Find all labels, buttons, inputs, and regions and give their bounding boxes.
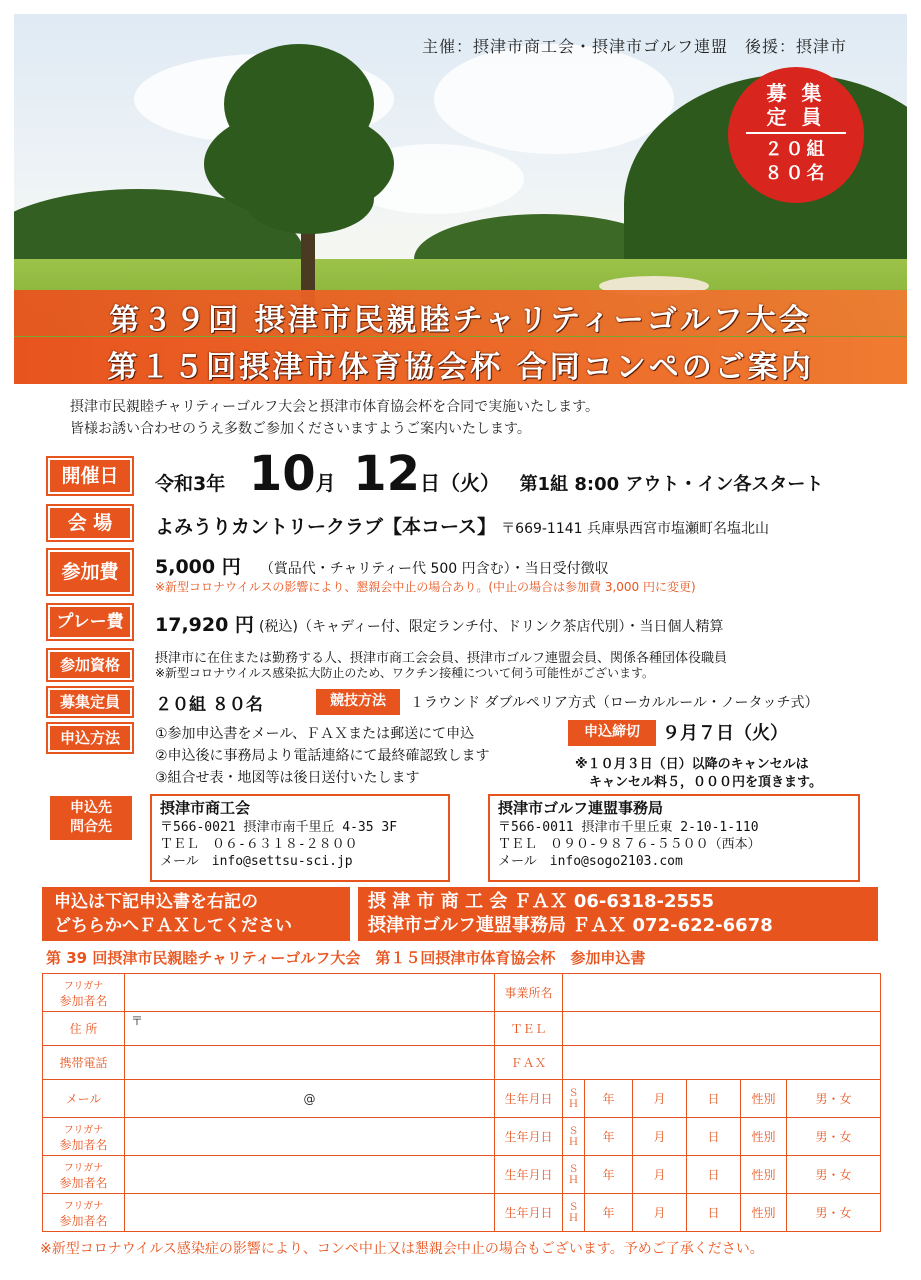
method-label: 競技方法 <box>316 689 400 715</box>
era-select[interactable]: Ｓ Ｈ <box>563 1194 585 1232</box>
sex-label: 性別 <box>741 1118 787 1156</box>
fax-label: ＦＡＸ <box>495 1046 563 1080</box>
contact-label-line: 申込先 <box>70 800 112 816</box>
apply-step: ②申込後に事務局より電話連絡にて最終確認致します <box>155 748 490 764</box>
contact-mail: メール info@sogo2103.com <box>498 854 683 869</box>
deadline-label: 申込締切 <box>568 720 656 746</box>
apply-step: ①参加申込書をメール、ＦＡＸまたは郵送にて申込 <box>155 726 475 742</box>
recruit-badge <box>728 67 864 203</box>
sex-select[interactable]: 男・女 <box>787 1118 881 1156</box>
birthday-label: 生年月日 <box>495 1118 563 1156</box>
badge-bottom-2: ８０名 <box>764 163 828 184</box>
application-form <box>42 973 881 1232</box>
birthday-label: 生年月日 <box>495 1080 563 1118</box>
fee-row <box>155 552 609 579</box>
fax-instruction-line: 申込は下記申込書を右記の <box>54 892 258 912</box>
intro-line: 摂津市民親睦チャリティーゴルフ大会と摂津市体育協会杯を合同で実施いたします。 <box>70 399 600 415</box>
cancel-note <box>575 756 822 792</box>
cancel-note-line: キャンセル料５，０００円を頂きます。 <box>589 775 822 790</box>
address-label: 住 所 <box>43 1012 125 1046</box>
fee-detail: （賞品代・チャリティー代 500 円含む）・当日受付徴収 <box>259 561 609 577</box>
page-title-line1: 第３９回 摂津市民親睦チャリティーゴルフ大会 <box>109 303 812 338</box>
month-label: 月 <box>633 1156 687 1194</box>
year-label: 年 <box>585 1080 633 1118</box>
tel-label: ＴＥＬ <box>495 1012 563 1046</box>
play-fee-detail: (税込)（キャディー付、限定ランチ付、ドリンク茶店代別）・当日個人精算 <box>259 619 724 635</box>
participant-label: フリガナ 参加者名 <box>43 1118 125 1156</box>
fee-note: ※新型コロナウイルスの影響により、懇親会中止の場合あり。(中止の場合は参加費 3,000 円に変更) <box>155 580 696 594</box>
participant-name-field[interactable] <box>125 1156 495 1194</box>
sex-label: 性別 <box>741 1080 787 1118</box>
sponsor-text: 主催：摂津市商工会・摂津市ゴルフ連盟 後援：摂津市 <box>421 37 847 56</box>
birthday-label: 生年月日 <box>495 1194 563 1232</box>
company-field[interactable] <box>563 974 881 1012</box>
play-fee-row <box>155 610 724 637</box>
tel-field[interactable] <box>563 1012 881 1046</box>
sex-label: 性別 <box>741 1194 787 1232</box>
venue-row <box>155 512 769 539</box>
fax-instruction-line: どちらかへＦＡＸしてください <box>54 916 292 936</box>
contact-address: 〒566-0011 摂津市千里丘東 2-10-1-110 <box>498 820 759 835</box>
contact-address: 〒566-0021 摂津市南千里丘 4-35 3F <box>160 820 398 835</box>
badge-top-1: 募 集 <box>766 81 826 105</box>
apply-label: 申込方法 <box>48 724 132 752</box>
contact-mail: メール info@settsu-sci.jp <box>160 854 353 869</box>
date-label: 開催日 <box>48 458 132 494</box>
company-label: 事業所名 <box>495 974 563 1012</box>
fee-amount: 5,000 円 <box>155 556 241 578</box>
venue-name: よみうりカントリークラブ【本コース】 <box>155 516 497 538</box>
mail-field[interactable]: @ <box>125 1080 495 1118</box>
year-label: 年 <box>585 1118 633 1156</box>
fax-instruction <box>42 887 350 941</box>
era-select[interactable]: Ｓ Ｈ <box>563 1080 585 1118</box>
mail-label: メール <box>43 1080 125 1118</box>
contact-box-chamber <box>150 794 450 882</box>
month-label: 月 <box>633 1118 687 1156</box>
address-field[interactable]: 〒 <box>125 1012 495 1046</box>
participant-name-field[interactable] <box>125 1118 495 1156</box>
qualification-note: ※新型コロナウイルス感染拡大防止のため、ワクチン接種について伺う可能性がございます。 <box>155 666 655 680</box>
intro-line: 皆様お誘い合わせのうえ多数ご参加くださいますようご案内いたします。 <box>70 421 531 437</box>
birthday-label: 生年月日 <box>495 1156 563 1194</box>
venue-label: 会 場 <box>48 506 132 540</box>
page-title-line2: 第１５回摂津市体育協会杯 合同コンペのご案内 <box>107 350 814 385</box>
contact-tel: ＴＥＬ ０６-６３１８-２８００ <box>160 837 358 852</box>
deadline-text: ９月７日（火） <box>662 723 788 744</box>
date-day: 12 <box>353 446 420 502</box>
day-label: 日 <box>687 1118 741 1156</box>
contact-tel: ＴＥＬ ０９０-９８７６-５５００（西本） <box>498 837 761 852</box>
contact-label-line: 問合先 <box>70 819 112 835</box>
contact-name: 摂津市ゴルフ連盟事務局 <box>498 799 664 817</box>
participant-label: フリガナ 参加者名 <box>43 1194 125 1232</box>
play-fee-amount: 17,920 円 <box>155 614 254 636</box>
date-era: 令和3年 <box>155 473 226 495</box>
month-label: 月 <box>633 1080 687 1118</box>
qualification-label: 参加資格 <box>48 650 132 680</box>
year-label: 年 <box>585 1194 633 1232</box>
badge-top-2: 定 員 <box>766 105 826 129</box>
sex-select[interactable]: 男・女 <box>787 1080 881 1118</box>
contact-box-golf <box>488 794 860 882</box>
fax-numbers <box>358 887 878 941</box>
form-title: 第 39 回摂津市民親睦チャリティーゴルフ大会 第１５回摂津市体育協会杯 参加申込書 <box>46 949 646 967</box>
apply-steps <box>155 723 490 789</box>
participant-name-field[interactable] <box>125 974 495 1012</box>
fee-label: 参加費 <box>48 550 132 594</box>
day-label: 日 <box>687 1080 741 1118</box>
participant-label: フリガナ 参加者名 <box>43 1156 125 1194</box>
capacity-text: ２０組 ８０名 <box>155 695 263 715</box>
footer-note: ※新型コロナウイルス感染症の影響により、コンペ中止又は懇親会中止の場合もございます。予めご了承ください。 <box>40 1241 764 1257</box>
era-select[interactable]: Ｓ Ｈ <box>563 1156 585 1194</box>
day-label: 日 <box>687 1194 741 1232</box>
apply-step: ③組合せ表・地図等は後日送付いたします <box>155 770 420 786</box>
intro-text <box>70 396 599 440</box>
day-label: 日 <box>687 1156 741 1194</box>
play-fee-label: プレー費 <box>48 605 132 639</box>
date-month-unit: 月 <box>315 471 336 495</box>
participant-name-field[interactable] <box>125 1194 495 1232</box>
sex-label: 性別 <box>741 1156 787 1194</box>
month-label: 月 <box>633 1194 687 1232</box>
era-select[interactable]: Ｓ Ｈ <box>563 1118 585 1156</box>
mobile-label: 携帯電話 <box>43 1046 125 1080</box>
date-start: 第1組 8:00 アウト・イン各スタート <box>519 474 824 495</box>
venue-address: 〒669-1141 兵庫県西宮市塩瀬町名塩北山 <box>501 521 770 537</box>
contact-label <box>50 796 132 840</box>
cancel-note-line: ※１０月３日（日）以降のキャンセルは <box>575 757 809 772</box>
fax-field[interactable] <box>563 1046 881 1080</box>
date-day-unit: 日（火） <box>419 471 500 495</box>
fax-number-line: 摂 津 市 商 工 会 ＦＡＸ 06-6318-2555 <box>368 891 715 912</box>
badge-bottom-1: ２０組 <box>764 139 828 160</box>
participant-label: フリガナ 参加者名 <box>43 974 125 1012</box>
method-text: １ラウンド ダブルペリア方式（ローカルルール・ノータッチ式） <box>410 695 819 711</box>
date-month: 10 <box>248 446 316 502</box>
sex-select[interactable]: 男・女 <box>787 1156 881 1194</box>
mobile-field[interactable] <box>125 1046 495 1080</box>
capacity-label: 募集定員 <box>48 688 132 716</box>
sex-select[interactable]: 男・女 <box>787 1194 881 1232</box>
contact-name: 摂津市商工会 <box>160 799 251 817</box>
fax-number-line: 摂津市ゴルフ連盟事務局 ＦＡＸ 072-622-6678 <box>368 915 773 936</box>
date-row <box>155 446 823 502</box>
qualification-text: 摂津市に在住または勤務する人、摂津市商工会会員、摂津市ゴルフ連盟会員、関係各種団体役職員 <box>155 651 728 666</box>
year-label: 年 <box>585 1156 633 1194</box>
